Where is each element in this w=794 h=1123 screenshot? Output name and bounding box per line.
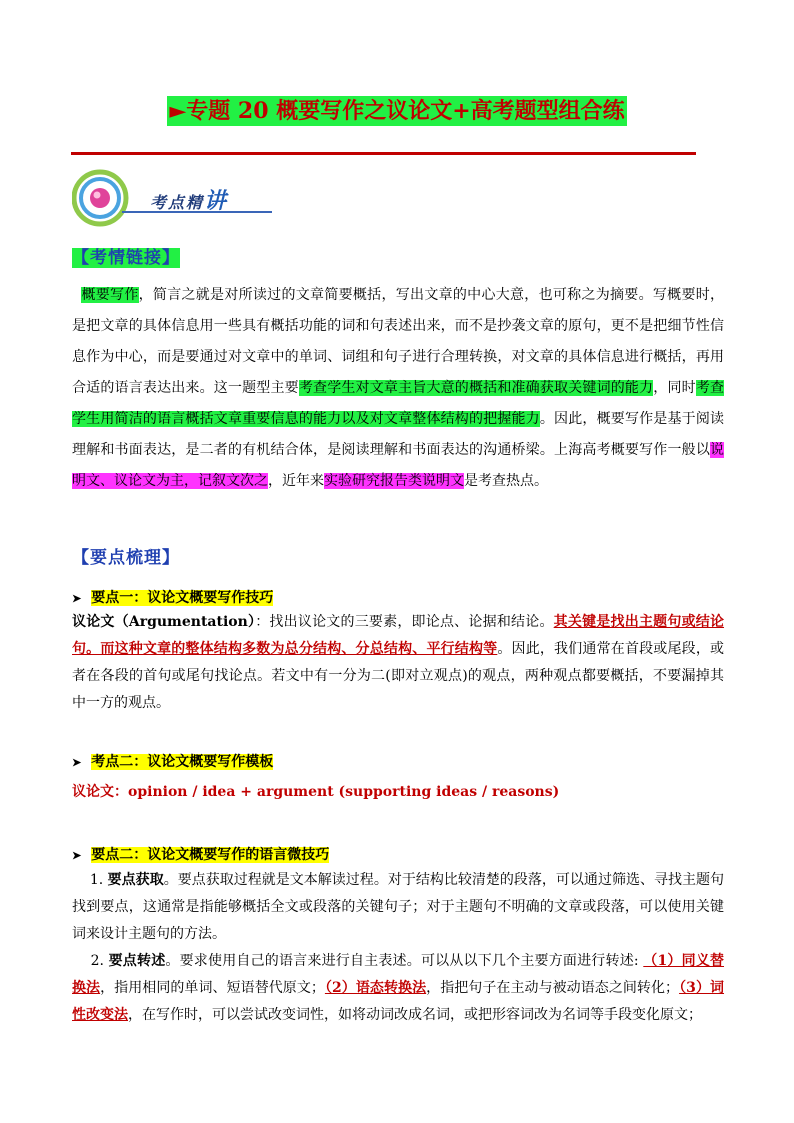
keypoint-2-heading	[72, 751, 273, 771]
keypoint-2-label: 考点二：议论文概要写作模板	[91, 754, 274, 770]
intro-text-2: ，同时	[653, 380, 696, 396]
keypoint-3-item-2	[72, 948, 724, 1029]
kp1-text-2: 。因此，我们通常在首段或尾段，或者在各段的首句或尾句找论点。若文中有一分为二(即对立观点)的观点，两种观点都要概括，不要漏掉其中一方的观点。	[72, 641, 725, 711]
method-voice: （2）语态转换法	[324, 980, 427, 996]
intro-text-1: ，简言之就是对所读过的文章简要概括，写出文章的中心大意，也可称之为摘要。写概要时，是把文章的具体信息用一些具有概括功能的词和句表述出来，而不是抄袭文章的原句，更不是把细节性信息作为中心，而是要通过对文章中的单词、词组和句子进行合理转换，对文章的具体信息进行概括，再用合适的语言表达出来。这一题型主要	[72, 287, 725, 396]
term-summary: 概要写作	[81, 287, 139, 303]
keypoint-1-label: 要点一：议论文概要写作技巧	[91, 590, 274, 606]
section-heading-links	[72, 243, 180, 268]
arrow-icon: ➤	[72, 756, 82, 769]
kp1-text-1: ：找出议论文的三要素，即论点、论据和结论。	[255, 614, 554, 630]
keypoint-1-heading	[72, 587, 273, 607]
method-pos: （3）词性改变法	[72, 980, 725, 1023]
intro-text-4: ，近年来	[268, 473, 324, 489]
kp2-template: opinion / idea + argument (supporting ideas / reasons)	[128, 784, 560, 800]
item-1-title: 要点获取	[107, 872, 164, 888]
intro-text-5: 是考查热点。	[464, 473, 548, 489]
section-heading-points	[72, 543, 180, 568]
title-divider	[71, 152, 696, 155]
arrow-icon: ➤	[72, 849, 82, 862]
kp2-term: 议论文：	[72, 784, 128, 800]
item-2-title: 要点转述	[108, 953, 166, 969]
intro-highlight-4: 实验研究报告类说明文	[324, 473, 464, 489]
section-heading-text: 【考情链接】	[72, 248, 180, 268]
badge-label	[150, 184, 228, 215]
item-2-number: 2.	[90, 953, 109, 969]
badge-text-b: 讲	[204, 188, 229, 214]
kp1-emphasis: 其关键是找出主题句或结论句。而这种文章的整体结构多数为总分结构、分总结构、平行结构等	[72, 614, 725, 657]
intro-text-3: 。因此，概要写作是基于阅读理解和书面表达，是二者的有机结合体，是阅读理解和书面表达的沟通桥梁。上海高考概要写作一般以	[72, 411, 725, 458]
item-2-text-3: ，指把句子在主动与被动语态之间转化；	[426, 980, 680, 996]
keypoint-2-body	[72, 779, 724, 806]
keypoint-3-label: 要点二：议论文概要写作的语言微技巧	[91, 847, 330, 863]
intro-highlight-2: 考查学生用简洁的语言概括文章重要信息的能力以及对文章整体结构的把握能力	[72, 380, 725, 427]
item-2-text-1: 。要求使用自己的语言来进行自主表述。可以从以下几个主要方面进行转述:	[165, 953, 644, 969]
arrow-icon: ➤	[72, 592, 82, 605]
keypoint-3-heading	[72, 844, 329, 864]
intro-paragraph	[72, 280, 724, 497]
intro-highlight-3: 说明文、议论文为主，记叙文次之	[72, 442, 724, 489]
badge-text-a: 考点精	[150, 193, 205, 212]
title-wrap	[0, 96, 794, 126]
item-2-text-4: ，在写作时，可以尝试改变词性，如将动词改成名词，或把形容词改为名词等手段变化原文；	[128, 1007, 702, 1023]
item-1-number: 1.	[89, 872, 108, 888]
method-synonym: （1）同义替换法	[72, 953, 725, 996]
section-heading-points-text: 【要点梳理】	[72, 548, 180, 568]
keypoint-1-body	[72, 609, 724, 717]
item-2-text-2: ，指用相同的单词、短语替代原文；	[100, 980, 325, 996]
intro-highlight-1: 考查学生对文章主旨大意的概括和准确获取关键词的能力	[298, 380, 654, 396]
page-title: ►专题 20 概要写作之议论文+高考题型组合练	[169, 98, 625, 124]
item-1-text: 。要点获取过程就是文本解读过程。对于结构比较清楚的段落，可以通过筛选、寻找主题句找到要点，这通常是指能够概括全文或段落的关键句子；对于主题句不明确的文章或段落，可以使用关键词来设计主题句的方法。	[72, 872, 725, 942]
kp1-term: 议论文（Argumentation）	[72, 614, 256, 630]
keypoint-3-item-1	[72, 867, 724, 948]
